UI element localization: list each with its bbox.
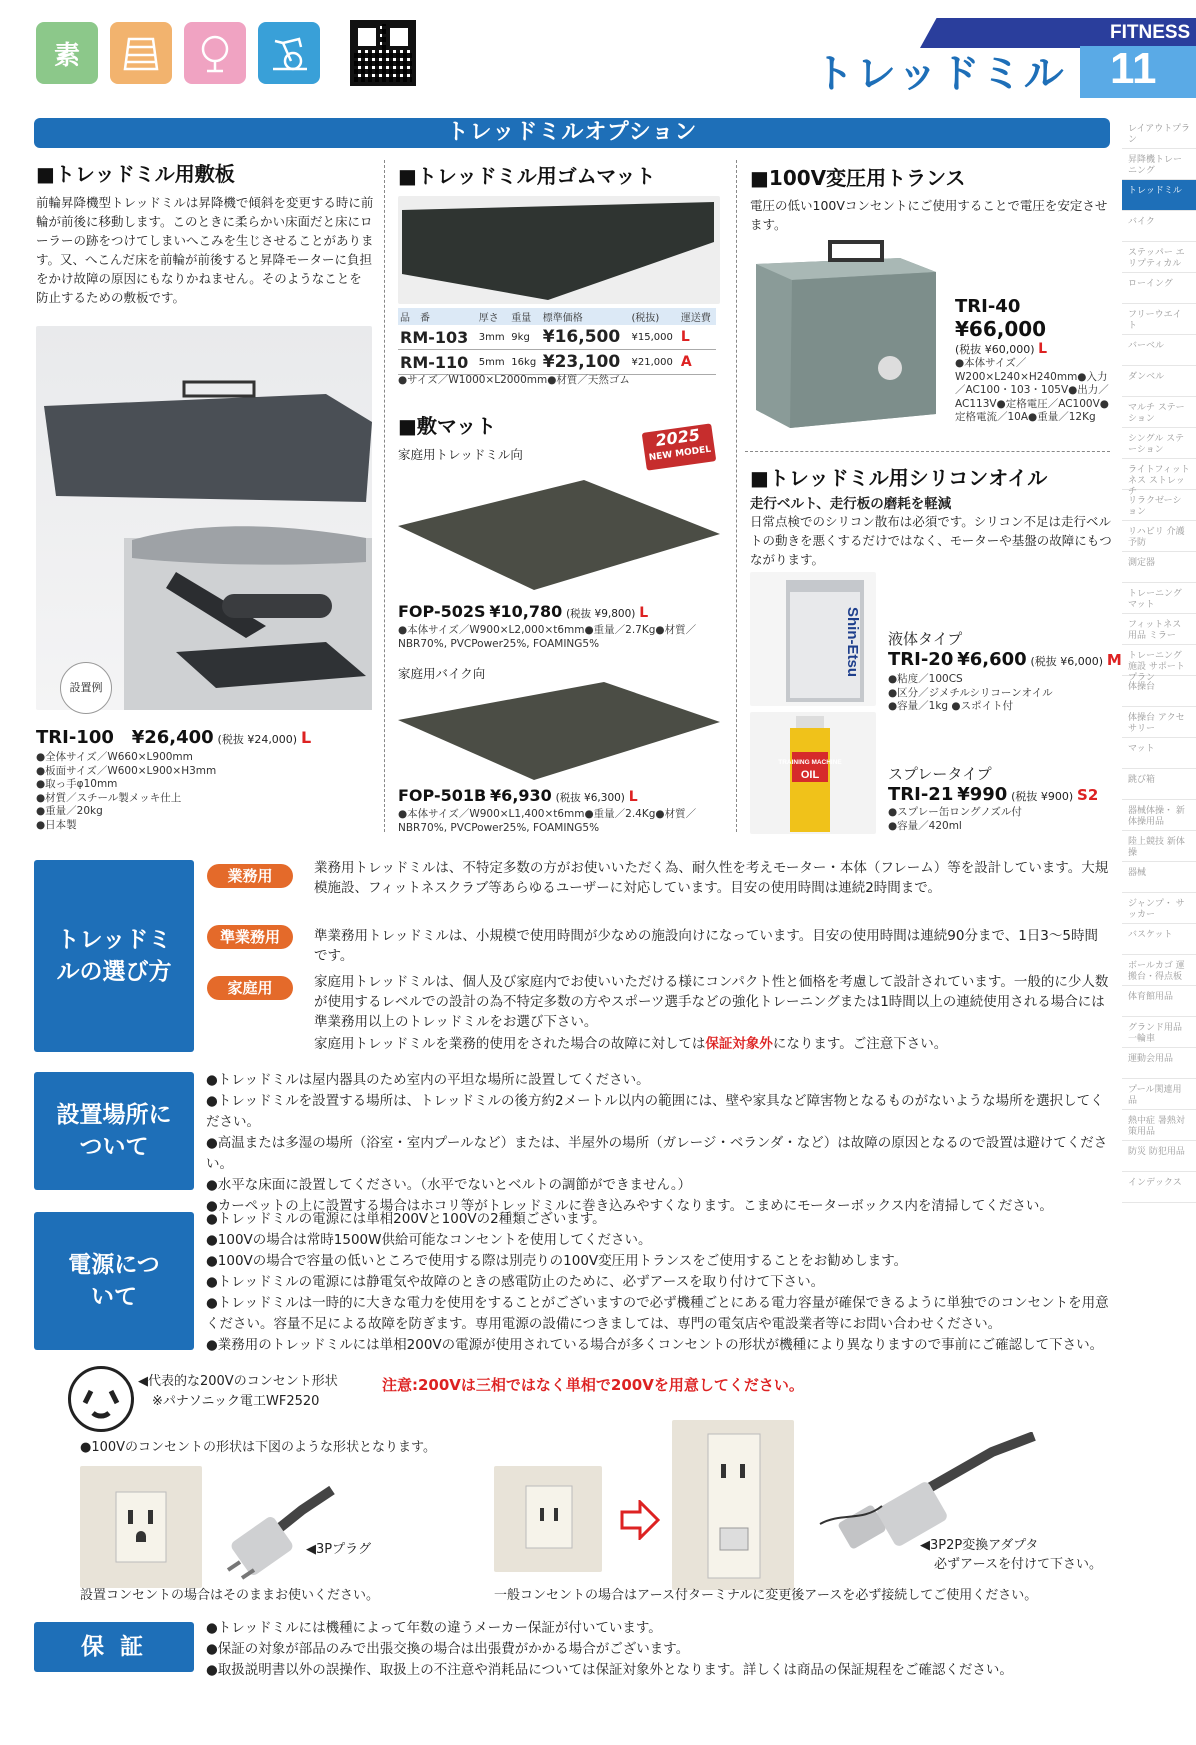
grounded-outlet-photo: [80, 1466, 202, 1588]
mat-graphic: [394, 680, 724, 784]
three-prong-plug-photo: [222, 1470, 352, 1580]
list-item: ●カーペットの上に設置する場合はホコリ等がトレッドミルに巻き込みやすくなります。こまめにモーターボックス内を清掃してください。: [206, 1198, 1053, 1214]
row-divider: [745, 451, 1110, 452]
terminal-outlet-photo: [672, 1420, 794, 1590]
new-model-badge: [642, 423, 717, 470]
side-nav-item[interactable]: 器械: [1122, 862, 1196, 893]
list-item: ●業務用のトレッドミルには単相200Vの電源が使用されている場合が多くコンセントの形状が機種により異なりますので事前にご確認して下さい。: [206, 1337, 1104, 1353]
col-header: (税抜): [629, 308, 678, 325]
terminal-outlet-graphic: [672, 1420, 794, 1590]
ungrounded-outlet-photo: [494, 1466, 602, 1572]
side-nav-item[interactable]: マルチ ステーション: [1122, 397, 1196, 428]
side-nav-item[interactable]: 器械体操・ 新体操用品: [1122, 800, 1196, 831]
oil-can-label: Shin-Etsu: [844, 607, 861, 677]
warranty-note-pre: 家庭用トレッドミルを業務的使用をされた場合の故障に対しては: [314, 1036, 706, 1052]
cell: ¥21,000: [629, 350, 678, 375]
price: ¥6,930: [490, 786, 552, 805]
spec-line: ●容量／1kg ●スポイト付: [888, 700, 1014, 712]
shipping-grade: S2: [1077, 786, 1099, 804]
side-nav-item[interactable]: リハビリ 介護予防: [1122, 521, 1196, 552]
side-nav-item[interactable]: 運動会用品: [1122, 1048, 1196, 1079]
place-heading: 設置場所について: [34, 1072, 194, 1190]
mat-sub-bike: 家庭用バイク向: [398, 666, 486, 681]
spray-label-1: TRAINING MACHINE: [778, 759, 842, 766]
side-nav-item[interactable]: フィットネス用品 ミラー: [1122, 614, 1196, 645]
list-item: ●高温または多湿の場所（浴室・室内プールなど）または、半屋外の場所（ガレージ・ベランダ・など）は故障の原因となるので設置は避けてください。: [206, 1135, 1108, 1172]
spec-line: ●粘度／100CS: [888, 673, 963, 685]
spec-line: ●材質／スチール製メッキ仕上: [36, 791, 182, 804]
list-item: ●トレッドミルを設置する場所は、トレッドミルの後方約2メートル以内の範囲には、壁や家具など障害物となるものがないような場所を選択してください。: [206, 1093, 1104, 1130]
list-item: ●トレッドミルの電源には単相200Vと100Vの2種類ございます。: [206, 1211, 606, 1227]
liquid-oil-spec: [888, 673, 1110, 714]
cell: 16kg: [509, 350, 540, 375]
tag-semi-commercial: 準業務用: [207, 925, 293, 949]
mat-title: ■敷マット: [398, 414, 497, 438]
vaulting-box-graphic: [119, 31, 163, 75]
table-row: [398, 350, 716, 375]
shipping-grade: L: [300, 728, 312, 747]
side-nav-item[interactable]: ライトフィットネス ストレッチ: [1122, 459, 1196, 490]
outlet-200v-label: ◀代表的な200Vのコンセント形状: [138, 1374, 338, 1389]
transformer-tax-line: [955, 341, 1047, 357]
caution-text: 注意:200Vは三相ではなく単相で200Vを用意してください。: [382, 1376, 804, 1394]
table-header-row: [398, 308, 716, 325]
side-nav-item[interactable]: 防災 防犯用品: [1122, 1141, 1196, 1172]
category-icon-label: 素: [53, 40, 80, 71]
side-nav-item[interactable]: シングル ステーション: [1122, 428, 1196, 459]
tax-excluded-price: (税抜 ¥900): [1011, 790, 1074, 803]
transformer-spec: ●本体サイズ／W200×L240×H240mm●入力／AC100・103・105V●出力／AC113V●定格電圧／AC100V●定格電流／10A●重量／12Kg: [955, 357, 1109, 423]
warranty-note-post: になります。ご注意下さい。: [772, 1036, 948, 1052]
caption-ungrounded: 一般コンセントの場合はアース付ターミナルに変更後アースを必ず接続してご使用ください。: [494, 1588, 1038, 1603]
list-item: ●保証の対象が部品のみで出張交換の場合は出張費がかかる場合がございます。: [206, 1641, 690, 1657]
transformer-graphic: [750, 238, 946, 434]
price: ¥10,780: [489, 602, 563, 621]
side-nav-item[interactable]: 体育館用品: [1122, 986, 1196, 1017]
spec-line: ●板面サイズ／W600×L900×H3mm: [36, 764, 217, 777]
power-heading: 電源について: [34, 1212, 194, 1350]
badge-year: 2025: [654, 425, 702, 451]
plug-graphic: [222, 1470, 352, 1580]
choose-heading: トレッドミルの選び方: [34, 860, 194, 1052]
oil-can-graphic: [750, 572, 876, 706]
side-nav-item[interactable]: バスケット: [1122, 924, 1196, 955]
warranty-heading: 保 証: [34, 1622, 194, 1672]
model-number: TRI-40: [955, 296, 1021, 317]
rubber-mat-table: [398, 308, 716, 375]
spray-oil-photo: [750, 712, 876, 834]
price: ¥6,600: [957, 649, 1027, 670]
price: ¥66,000: [955, 317, 1047, 341]
list-item: ●水平な床面に設置してください。（水平でないとベルトの調節ができません。）: [206, 1177, 692, 1193]
shikiita-board-graphic: [36, 326, 372, 710]
col-header: 運送費: [679, 308, 716, 325]
spec-line: ●容量／420ml: [888, 819, 962, 832]
cell: 5mm: [477, 350, 510, 375]
liquid-oil-photo: [750, 572, 876, 706]
spec-line: ●スプレー缶ロングノズル付: [888, 806, 1022, 818]
side-nav-item[interactable]: 熱中症 暑熱対策用品: [1122, 1110, 1196, 1141]
side-nav-item[interactable]: バーベル: [1122, 335, 1196, 366]
shikiita-specs: [36, 751, 366, 832]
column-divider: [384, 160, 385, 832]
list-item: ●100Vの場合は常時1500W供給可能なコンセントを使用してください。: [206, 1232, 652, 1248]
cell: 3mm: [477, 325, 510, 350]
mat-sub-treadmill: 家庭用トレッドミル向: [398, 447, 523, 462]
model-number: FOP-501B: [398, 786, 487, 805]
category-icon-basic[interactable]: [36, 22, 98, 84]
shikiita-photo: [36, 326, 372, 710]
spec-line: ●区分／ジメチルシリコーンオイル: [888, 686, 1053, 699]
page-title: トレッドミル: [814, 51, 1066, 97]
price: ¥990: [957, 784, 1008, 805]
place-list: [206, 1070, 1112, 1217]
shipping-grade: L: [628, 789, 638, 805]
liquid-oil-block: [888, 628, 1122, 670]
list-item: ●トレッドミルの電源には静電気や故障のときの感電防止のために、必ずアースを取り付けて下さい。: [206, 1274, 825, 1290]
tax-excluded-price: (税抜 ¥6,000): [1030, 655, 1104, 668]
side-nav-item[interactable]: インデックス: [1122, 1172, 1196, 1203]
side-nav: [1122, 118, 1196, 1203]
shipping-grade: L: [639, 605, 649, 621]
side-nav-item[interactable]: バイク: [1122, 211, 1196, 242]
mat-spec-2: ●本体サイズ／W900×L1,400×t6mm●重量／2.4Kg●材質／NBR70%, PVCPower25%, FOAMING5%: [398, 808, 697, 834]
model-number: TRI-21: [888, 784, 954, 805]
cell: A: [679, 350, 716, 375]
side-nav-item[interactable]: ダンベル: [1122, 366, 1196, 397]
transformer-desc: 電圧の低い100Vコンセントにご使用することで電圧を安定させます。: [750, 198, 1108, 232]
side-nav-item[interactable]: トレーニングマット: [1122, 583, 1196, 614]
side-nav-item[interactable]: リラクゼーション: [1122, 490, 1196, 521]
choose-commercial-text: 業務用トレッドミルは、不特定多数の方がお使いいただく為、耐久性を考えモーター・本体（フレーム）等を設計しています。大規模施設、フィットネスクラブ等あらゆるユーザーに対応しています。目安の使用時間は連続2時間まで。: [314, 860, 1109, 896]
mat-price-line-1: [398, 602, 648, 621]
side-nav-item[interactable]: マット: [1122, 738, 1196, 769]
model-number: FOP-502S: [398, 602, 486, 621]
grounded-outlet-graphic: [80, 1466, 202, 1588]
rubber-mat-title: ■トレッドミル用ゴムマット: [398, 164, 656, 188]
transformer-title: ■100V変圧用トランス: [750, 166, 966, 190]
power-list: [206, 1209, 1112, 1356]
side-nav-item[interactable]: 体操台 アクセサリー: [1122, 707, 1196, 738]
ungrounded-outlet-graphic: [494, 1466, 602, 1572]
spray-label-2: OIL: [800, 769, 820, 781]
cell: 9kg: [509, 325, 540, 350]
arrow-right-icon: [618, 1500, 662, 1543]
cell: RM-110: [398, 350, 477, 375]
side-nav-item[interactable]: 昇降機トレーニング: [1122, 149, 1196, 180]
caption-grounded: 設置コンセントの場合はそのままお使いください。: [80, 1588, 380, 1603]
ball-icon[interactable]: [184, 22, 246, 84]
adapter-label: ◀3P2P変換アダプタ: [920, 1538, 1039, 1553]
cell: ¥15,000: [629, 325, 678, 350]
side-nav-item[interactable]: ローイング: [1122, 273, 1196, 304]
col-header: 品 番: [398, 308, 477, 325]
choose-semi-text: 準業務用トレッドミルは、小規模で使用時間が少なめの施設向けになっています。目安の使用時間は連続90分まで、1日3〜5時間です。: [314, 928, 1098, 964]
section-banner: トレッドミルオプション: [34, 118, 1110, 148]
column-divider: [736, 160, 737, 832]
shikiita-title: ■トレッドミル用敷板: [36, 162, 235, 186]
choose-home-text: 家庭用トレッドミルは、個人及び家庭内でお使いいただける様にコンパクト性と価格を考慮して設計されています。一般的に少人数が使用するレベルでの設計の為不特定多数の方やスポーツ選手などの強化トレーニングまたは1時間以上の連続使用される場合には準業務用以上のトレッドミルをお選び下さい。: [314, 974, 1109, 1030]
col-header: 重量: [509, 308, 540, 325]
list-item: ●100Vの場合で容量の低いところで使用する際は別売りの100V変圧用トランスをご使用することをお勧めします。: [206, 1253, 908, 1269]
side-nav-item[interactable]: 測定器: [1122, 552, 1196, 583]
mat-photo-2: [394, 680, 724, 784]
oil-title: ■トレッドミル用シリコンオイル: [750, 466, 1048, 490]
model-number: TRI-20: [888, 649, 954, 670]
bike-graphic: [265, 31, 313, 75]
rubber-mat-photo: [398, 196, 720, 304]
spec-line: ●全体サイズ／W660×L900mm: [36, 751, 193, 763]
qr-code[interactable]: [350, 20, 416, 86]
side-nav-item[interactable]: プール関連用品: [1122, 1079, 1196, 1110]
spec-line: ●日本製: [36, 818, 77, 831]
install-example-label: 設置例: [60, 662, 112, 714]
price: ¥26,400: [131, 727, 214, 748]
list-item: ●トレッドミルには機種によって年数の違うメーカー保証が付いています。: [206, 1620, 662, 1636]
tax-excluded-price: (税抜 ¥6,300): [555, 792, 625, 804]
side-nav-item[interactable]: 跳び箱: [1122, 769, 1196, 800]
transformer-price-block: [955, 296, 1047, 357]
fitness-bike-icon[interactable]: [258, 22, 320, 84]
adapter-note: 必ずアースを付けて下さい。: [934, 1557, 1102, 1572]
category-label: FITNESS: [1110, 22, 1191, 43]
side-nav-item[interactable]: 体操台: [1122, 676, 1196, 707]
cell: ¥23,100: [541, 350, 630, 375]
choose-warranty-note: [314, 1034, 1110, 1054]
side-nav-item[interactable]: ステッパー エリプティカル: [1122, 242, 1196, 273]
warranty-list: [206, 1618, 1112, 1681]
side-nav-item[interactable]: トレッドミル: [1122, 180, 1196, 211]
outlet-200v-note: ※パナソニック電工WF2520: [152, 1394, 320, 1409]
rubber-mat-graphic: [398, 196, 720, 304]
outlet-200v-graphic: [71, 1369, 131, 1429]
spray-can-graphic: [750, 712, 876, 834]
model-number: TRI-100: [36, 727, 114, 748]
spec-line: ●重量／20kg: [36, 805, 103, 817]
mat-photo-1: [394, 478, 724, 596]
rubber-mat-note: ●サイズ／W1000×L2000mm●材質／天然ゴム: [398, 374, 630, 386]
side-nav-item[interactable]: フリーウエイト: [1122, 304, 1196, 335]
oil-type: 液体タイプ: [888, 630, 963, 648]
ball-graphic: [193, 31, 237, 75]
liquid-oil-price-line: [888, 649, 1122, 670]
arrow-right-graphic: [618, 1500, 662, 1540]
page-number: 11: [1110, 44, 1157, 93]
vaulting-box-icon[interactable]: [110, 22, 172, 84]
oil-subtitle: 走行ベルト、走行板の磨耗を軽減: [750, 496, 952, 512]
col-header: 標準価格: [541, 308, 630, 325]
spray-oil-price-line: [888, 784, 1098, 805]
tag-home: 家庭用: [207, 976, 293, 1000]
cell: RM-103: [398, 325, 477, 350]
badge-text: NEW MODEL: [648, 444, 712, 464]
table-row: [398, 325, 716, 350]
tag-commercial: 業務用: [207, 864, 293, 888]
spec-line: ●取っ手φ10mm: [36, 778, 118, 790]
cell: L: [679, 325, 716, 350]
side-nav-item[interactable]: レイアウトプラン: [1122, 118, 1196, 149]
shipping-grade: M: [1106, 651, 1122, 669]
transformer-photo: [750, 238, 946, 434]
mat-price-line-2: [398, 786, 638, 805]
spray-oil-spec: [888, 806, 1110, 833]
shikiita-price-line: [36, 727, 311, 748]
list-item: ●トレッドミルは一時的に大きな電力を使用をすることがございますので必ず機種ごとにある電力容量が確保できるように単独でのコンセントを用意ください。容量不足による故障を防ぎます。専用電源の設備につきましては、専門の電気店や電設業者等にお問い合わせください。: [206, 1295, 1109, 1332]
tax-excluded-price: (税抜 ¥9,800): [566, 608, 636, 620]
side-nav-item[interactable]: トレーニング施設 サポートプラン: [1122, 645, 1196, 676]
list-item: ●取扱説明書以外の誤操作、取扱上の不注意や消耗品については保証対象外となります。詳しくは商品の保証規程をご確認ください。: [206, 1662, 1013, 1678]
cell: ¥16,500: [541, 325, 630, 350]
outlet-100v-label: ●100Vのコンセントの形状は下図のような形状となります。: [80, 1440, 437, 1455]
side-nav-item[interactable]: グランド用品 一輪車: [1122, 1017, 1196, 1048]
side-nav-item[interactable]: 陸上競技 新体操: [1122, 831, 1196, 862]
shipping-grade: L: [1038, 341, 1047, 357]
oil-desc: 日常点検でのシリコン散布は必須です。シリコン不足は走行ベルトの動きを悪くするだけではなく、モーターや基盤の故障にもつながります。: [750, 514, 1112, 567]
warranty-note-red: 保証対象外: [705, 1036, 773, 1052]
list-item: ●トレッドミルは屋内器具のため室内の平坦な場所に設置してください。: [206, 1072, 650, 1088]
mat-graphic: [394, 478, 724, 596]
col-header: 厚さ: [477, 308, 510, 325]
spray-oil-block: [888, 763, 1098, 805]
side-nav-item[interactable]: ボールカゴ 運搬台・得点板: [1122, 955, 1196, 986]
tax-excluded-price: (税抜 ¥60,000): [955, 343, 1035, 356]
three-prong-plug-label: ◀3Pプラグ: [306, 1542, 372, 1557]
oil-type: スプレータイプ: [888, 765, 992, 783]
mat-spec-1: ●本体サイズ／W900×L2,000×t6mm●重量／2.7Kg●材質／NBR70%, PVCPower25%, FOAMING5%: [398, 624, 697, 650]
tax-excluded-price: (税抜 ¥24,000): [217, 733, 298, 746]
side-nav-item[interactable]: ジャンプ・ サッカー: [1122, 893, 1196, 924]
shikiita-desc: 前輪昇降機型トレッドミルは昇降機で傾斜を変更する時に前輪が前後に移動します。このときに柔らかい床面だと床にローラーの跡をつけてしまいへこみを生じさせることがあります。又、へこんだ床を前輪が前後すると昇降モーターに負担をかけ故障の原因にもなりかねません。そのようなことを防止するための敷板です。: [36, 195, 374, 305]
outlet-200v-icon: [68, 1366, 134, 1432]
